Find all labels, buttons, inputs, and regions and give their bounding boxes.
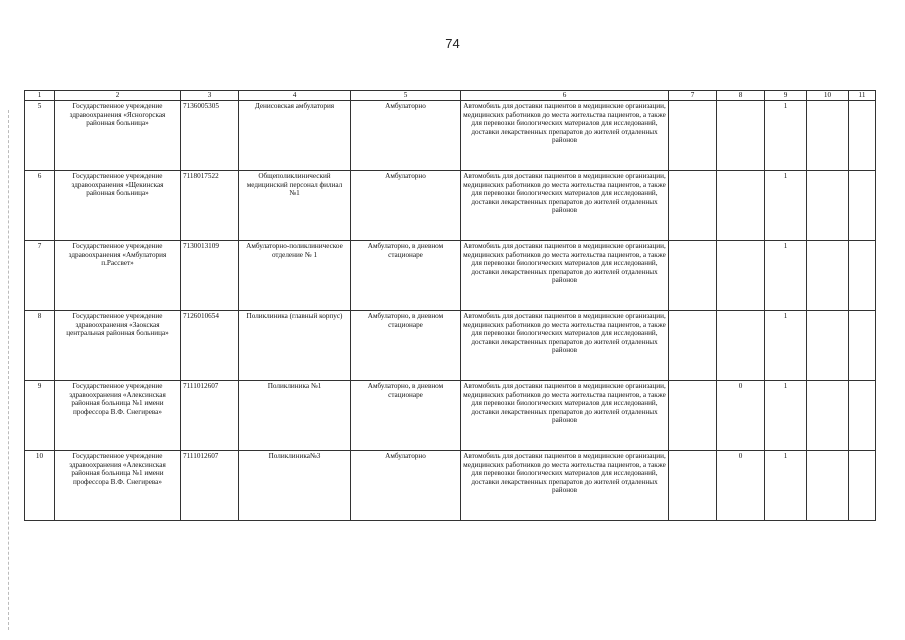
row-number: 6 [25, 171, 55, 241]
col-8-value [717, 101, 765, 171]
col-9-value: 1 [765, 171, 807, 241]
subdivision-name: Денисовская амбулатория [239, 101, 351, 171]
subdivision-name: Общеполиклинический медицинский персонал филиал №1 [239, 171, 351, 241]
care-form: Амбулаторно [351, 171, 461, 241]
col-10-value [807, 451, 849, 521]
vehicle-purpose: Автомобиль для доставки пациентов в медицинские организации, медицинских работников до места жительства пациентов, а также для перевозки биологических материалов для исследований, доставки лекарственных препаратов до жителей отдаленных районов [461, 311, 669, 381]
header-col-2: 2 [55, 91, 181, 101]
header-col-5: 5 [351, 91, 461, 101]
col-9-value: 1 [765, 451, 807, 521]
vehicles-table [24, 90, 876, 521]
subdivision-name: Поликлиника (главный корпус) [239, 311, 351, 381]
care-form: Амбулаторно, в дневном стационаре [351, 241, 461, 311]
col-9-value: 1 [765, 101, 807, 171]
organization-name: Государственное учреждение здравоохранения «Заокская центральная районная больница» [55, 311, 181, 381]
col-8-value [717, 171, 765, 241]
col-10-value [807, 311, 849, 381]
header-row [25, 91, 876, 101]
row-number: 8 [25, 311, 55, 381]
col-11-value [849, 381, 876, 451]
table-row [25, 241, 876, 311]
col-11-value [849, 171, 876, 241]
care-form: Амбулаторно, в дневном стационаре [351, 311, 461, 381]
col-11-value [849, 101, 876, 171]
col-9-value: 1 [765, 311, 807, 381]
vehicle-purpose: Автомобиль для доставки пациентов в медицинские организации, медицинских работников до места жительства пациентов, а также для перевозки биологических материалов для исследований, доставки лекарственных препаратов до жителей отдаленных районов [461, 381, 669, 451]
organization-name: Государственное учреждение здравоохранения «Алексинская районная больница №1 имени профессора В.Ф. Снегирева» [55, 381, 181, 451]
row-number: 10 [25, 451, 55, 521]
header-col-4: 4 [239, 91, 351, 101]
table-row [25, 171, 876, 241]
col-7-value [669, 101, 717, 171]
subdivision-name: Поликлиника №1 [239, 381, 351, 451]
header-col-11: 11 [849, 91, 876, 101]
col-11-value [849, 451, 876, 521]
vehicle-purpose: Автомобиль для доставки пациентов в медицинские организации, медицинских работников до места жительства пациентов, а также для перевозки биологических материалов для исследований, доставки лекарственных препаратов до жителей отдаленных районов [461, 101, 669, 171]
col-8-value: 0 [717, 451, 765, 521]
vehicle-purpose: Автомобиль для доставки пациентов в медицинские организации, медицинских работников до места жительства пациентов, а также для перевозки биологических материалов для исследований, доставки лекарственных препаратов до жителей отдаленных районов [461, 171, 669, 241]
table-row [25, 451, 876, 521]
col-8-value [717, 241, 765, 311]
table-row [25, 101, 876, 171]
inn-code: 7111012607 [181, 381, 239, 451]
col-8-value: 0 [717, 381, 765, 451]
col-11-value [849, 311, 876, 381]
organization-name: Государственное учреждение здравоохранения «Амбулатория п.Рассвет» [55, 241, 181, 311]
header-col-9: 9 [765, 91, 807, 101]
care-form: Амбулаторно [351, 451, 461, 521]
inn-code: 7126010654 [181, 311, 239, 381]
inn-code: 7136005305 [181, 101, 239, 171]
col-10-value [807, 381, 849, 451]
organization-name: Государственное учреждение здравоохранения «Щекинская районная больница» [55, 171, 181, 241]
vehicle-purpose: Автомобиль для доставки пациентов в медицинские организации, медицинских работников до места жительства пациентов, а также для перевозки биологических материалов для исследований, доставки лекарственных препаратов до жителей отдаленных районов [461, 451, 669, 521]
vehicle-purpose: Автомобиль для доставки пациентов в медицинские организации, медицинских работников до места жительства пациентов, а также для перевозки биологических материалов для исследований, доставки лекарственных препаратов до жителей отдаленных районов [461, 241, 669, 311]
row-number: 7 [25, 241, 55, 311]
subdivision-name: Поликлиника№3 [239, 451, 351, 521]
page-number: 74 [445, 36, 460, 51]
row-number: 5 [25, 101, 55, 171]
col-9-value: 1 [765, 241, 807, 311]
inn-code: 7118017522 [181, 171, 239, 241]
table-row [25, 311, 876, 381]
inn-code: 7111012607 [181, 451, 239, 521]
care-form: Амбулаторно [351, 101, 461, 171]
organization-name: Государственное учреждение здравоохранения «Алексинская районная больница №1 имени профессора В.Ф. Снегирева» [55, 451, 181, 521]
margin-line [8, 110, 9, 630]
col-7-value [669, 171, 717, 241]
header-col-7: 7 [669, 91, 717, 101]
col-7-value [669, 381, 717, 451]
col-7-value [669, 241, 717, 311]
subdivision-name: Амбулаторно-поликлиническое отделение № 1 [239, 241, 351, 311]
header-col-10: 10 [807, 91, 849, 101]
header-col-6: 6 [461, 91, 669, 101]
inn-code: 7130013109 [181, 241, 239, 311]
row-number: 9 [25, 381, 55, 451]
header-col-1: 1 [25, 91, 55, 101]
care-form: Амбулаторно, в дневном стационаре [351, 381, 461, 451]
organization-name: Государственное учреждение здравоохранения «Ясногорская районная больница» [55, 101, 181, 171]
table-row [25, 381, 876, 451]
header-col-8: 8 [717, 91, 765, 101]
col-9-value: 1 [765, 381, 807, 451]
col-10-value [807, 241, 849, 311]
col-11-value [849, 241, 876, 311]
col-7-value [669, 311, 717, 381]
col-8-value [717, 311, 765, 381]
col-10-value [807, 171, 849, 241]
header-col-3: 3 [181, 91, 239, 101]
col-10-value [807, 101, 849, 171]
col-7-value [669, 451, 717, 521]
